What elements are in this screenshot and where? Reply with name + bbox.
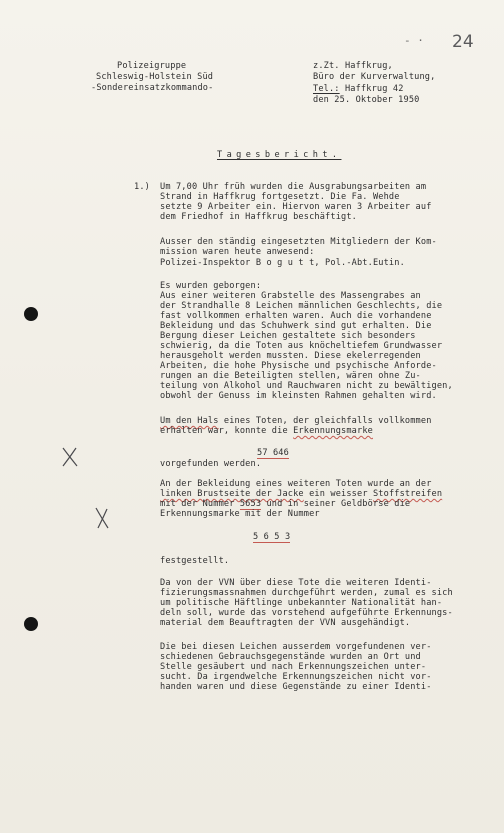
punch-hole <box>24 617 38 631</box>
text-line: deln soll, wurde das vorstehend aufgeführte Erkennungs- <box>160 608 453 618</box>
text-segment: und in seiner Geldbörse die <box>261 499 411 509</box>
text-line: rungen an die Beteiligten stellen, wären ohne Zu- <box>160 371 421 381</box>
tag-number <box>257 448 289 458</box>
text-line: schiedenen Gebrauchsgegenstände wurden an Ort und <box>160 652 421 662</box>
text-segment: erhalten war, konnte die <box>160 426 294 436</box>
text-line: An der Bekleidung eines weiteren Toten wurde an der <box>160 479 432 489</box>
item-number: 1.) <box>134 182 150 192</box>
text-line <box>160 489 442 499</box>
text-line: vorgefunden werden. <box>160 459 262 469</box>
header-left-line: -Sondereinsatzkommando- <box>91 83 214 93</box>
text-line: festgestellt. <box>160 556 230 566</box>
tag-number-text: 5 6 5 3 <box>253 532 291 542</box>
pen-underline: linken Brustseite der Jacke <box>160 489 304 499</box>
text-line <box>160 426 373 436</box>
margin-cross-mark <box>60 446 80 468</box>
punch-hole <box>24 307 38 321</box>
tag-number <box>253 532 290 542</box>
header-left-line: Schleswig-Holstein Süd <box>96 72 214 82</box>
text-line: schwierig, da die Toten aus knöcheltiefem Grundwasser <box>160 341 443 351</box>
text-line: herausgeholt werden mussten. Diese ekelerregenden <box>160 351 421 361</box>
header-left-line: Polizeigruppe <box>117 61 187 71</box>
text-line: Ausser den ständig eingesetzten Mitgliedern der Kom- <box>160 237 437 247</box>
text-segment: ein weisser <box>303 489 373 499</box>
telephone-line <box>313 84 404 94</box>
pen-underline: Stoffstreifen <box>372 489 443 499</box>
title-text: Tagesbericht. <box>217 150 342 160</box>
text-line: Da von der VVN über diese Tote die weiteren Identi- <box>160 578 432 588</box>
pen-underline: 5653 <box>239 499 262 509</box>
text-line: material dem Beauftragten der VVN ausgehändigt. <box>160 618 411 628</box>
text-line: setzte 9 Arbeiter ein. Hiervon waren 3 Arbeiter auf <box>160 202 432 212</box>
tel-label: Tel.: <box>313 84 340 94</box>
document-title <box>217 150 341 160</box>
header-right-line: z.Zt. Haffkrug, <box>313 61 393 71</box>
text-line: Aus einer weiteren Grabstelle des Massengrabes an <box>160 291 421 301</box>
text-line: Strand in Haffkrug fortgesetzt. Die Fa. Wehde <box>160 192 400 202</box>
text-line: Erkennungsmarke mit der Nummer <box>160 509 320 519</box>
text-line: um politische Häftlinge unbekannter Nationalität han- <box>160 598 443 608</box>
text-line: Die bei diesen Leichen ausserdem vorgefundenen ver- <box>160 642 432 652</box>
pen-underline: Erkennungsmarke <box>293 426 373 436</box>
text-line: sucht. Da irgendwelche Erkennungszeichen nicht vor- <box>160 672 432 682</box>
text-line: teilung von Alkohol und Rauchwaren nicht zu bewältigen, <box>160 381 453 391</box>
text-line: dem Friedhof in Haffkrug beschäftigt. <box>160 212 357 222</box>
pen-underline: Um den Hals <box>160 416 219 426</box>
text-line <box>160 499 410 509</box>
page-number: 24 <box>452 32 474 52</box>
header-right-line: Büro der Kurverwaltung, <box>313 72 436 82</box>
text-line <box>160 416 432 426</box>
pencil-mark: - · <box>404 34 424 47</box>
text-line: Polizei-Inspektor B o g u t t, Pol.-Abt.Eutin. <box>160 258 405 268</box>
text-line: fast vollkommen erhalten waren. Auch die vorhandene <box>160 311 432 321</box>
text-line: Stelle gesäubert und nach Erkennungszeichen unter- <box>160 662 427 672</box>
text-segment: mit der Nummer <box>160 499 240 509</box>
text-line: mission waren heute anwesend: <box>160 247 315 257</box>
text-line: der Strandhalle 8 Leichen männlichen Geschlechts, die <box>160 301 443 311</box>
text-line: obwohl der Genuss im kleinsten Rahmen gehalten wird. <box>160 391 437 401</box>
text-line: Es wurden geborgen: <box>160 281 262 291</box>
text-line: Arbeiten, die hohe Physische und psychische Anforde- <box>160 361 437 371</box>
document-date: den 25. Oktober 1950 <box>313 95 420 105</box>
text-segment: eines Toten, der gleichfalls vollkommen <box>218 416 432 426</box>
margin-cross-mark <box>92 506 112 530</box>
text-line: fizierungsmassnahmen durchgeführt werden, zumal es sich <box>160 588 453 598</box>
tel-value: Haffkrug 42 <box>339 84 404 94</box>
text-line: Um 7,00 Uhr früh wurden die Ausgrabungsarbeiten am <box>160 182 427 192</box>
text-line: Bekleidung und das Schuhwerk sind gut erhalten. Die <box>160 321 432 331</box>
text-line: Bergung dieser Leichen gestaltete sich besonders <box>160 331 416 341</box>
tag-number-text: 57 646 <box>257 448 289 458</box>
text-line: handen waren und diese Gegenstände zu einer Identi- <box>160 682 432 692</box>
